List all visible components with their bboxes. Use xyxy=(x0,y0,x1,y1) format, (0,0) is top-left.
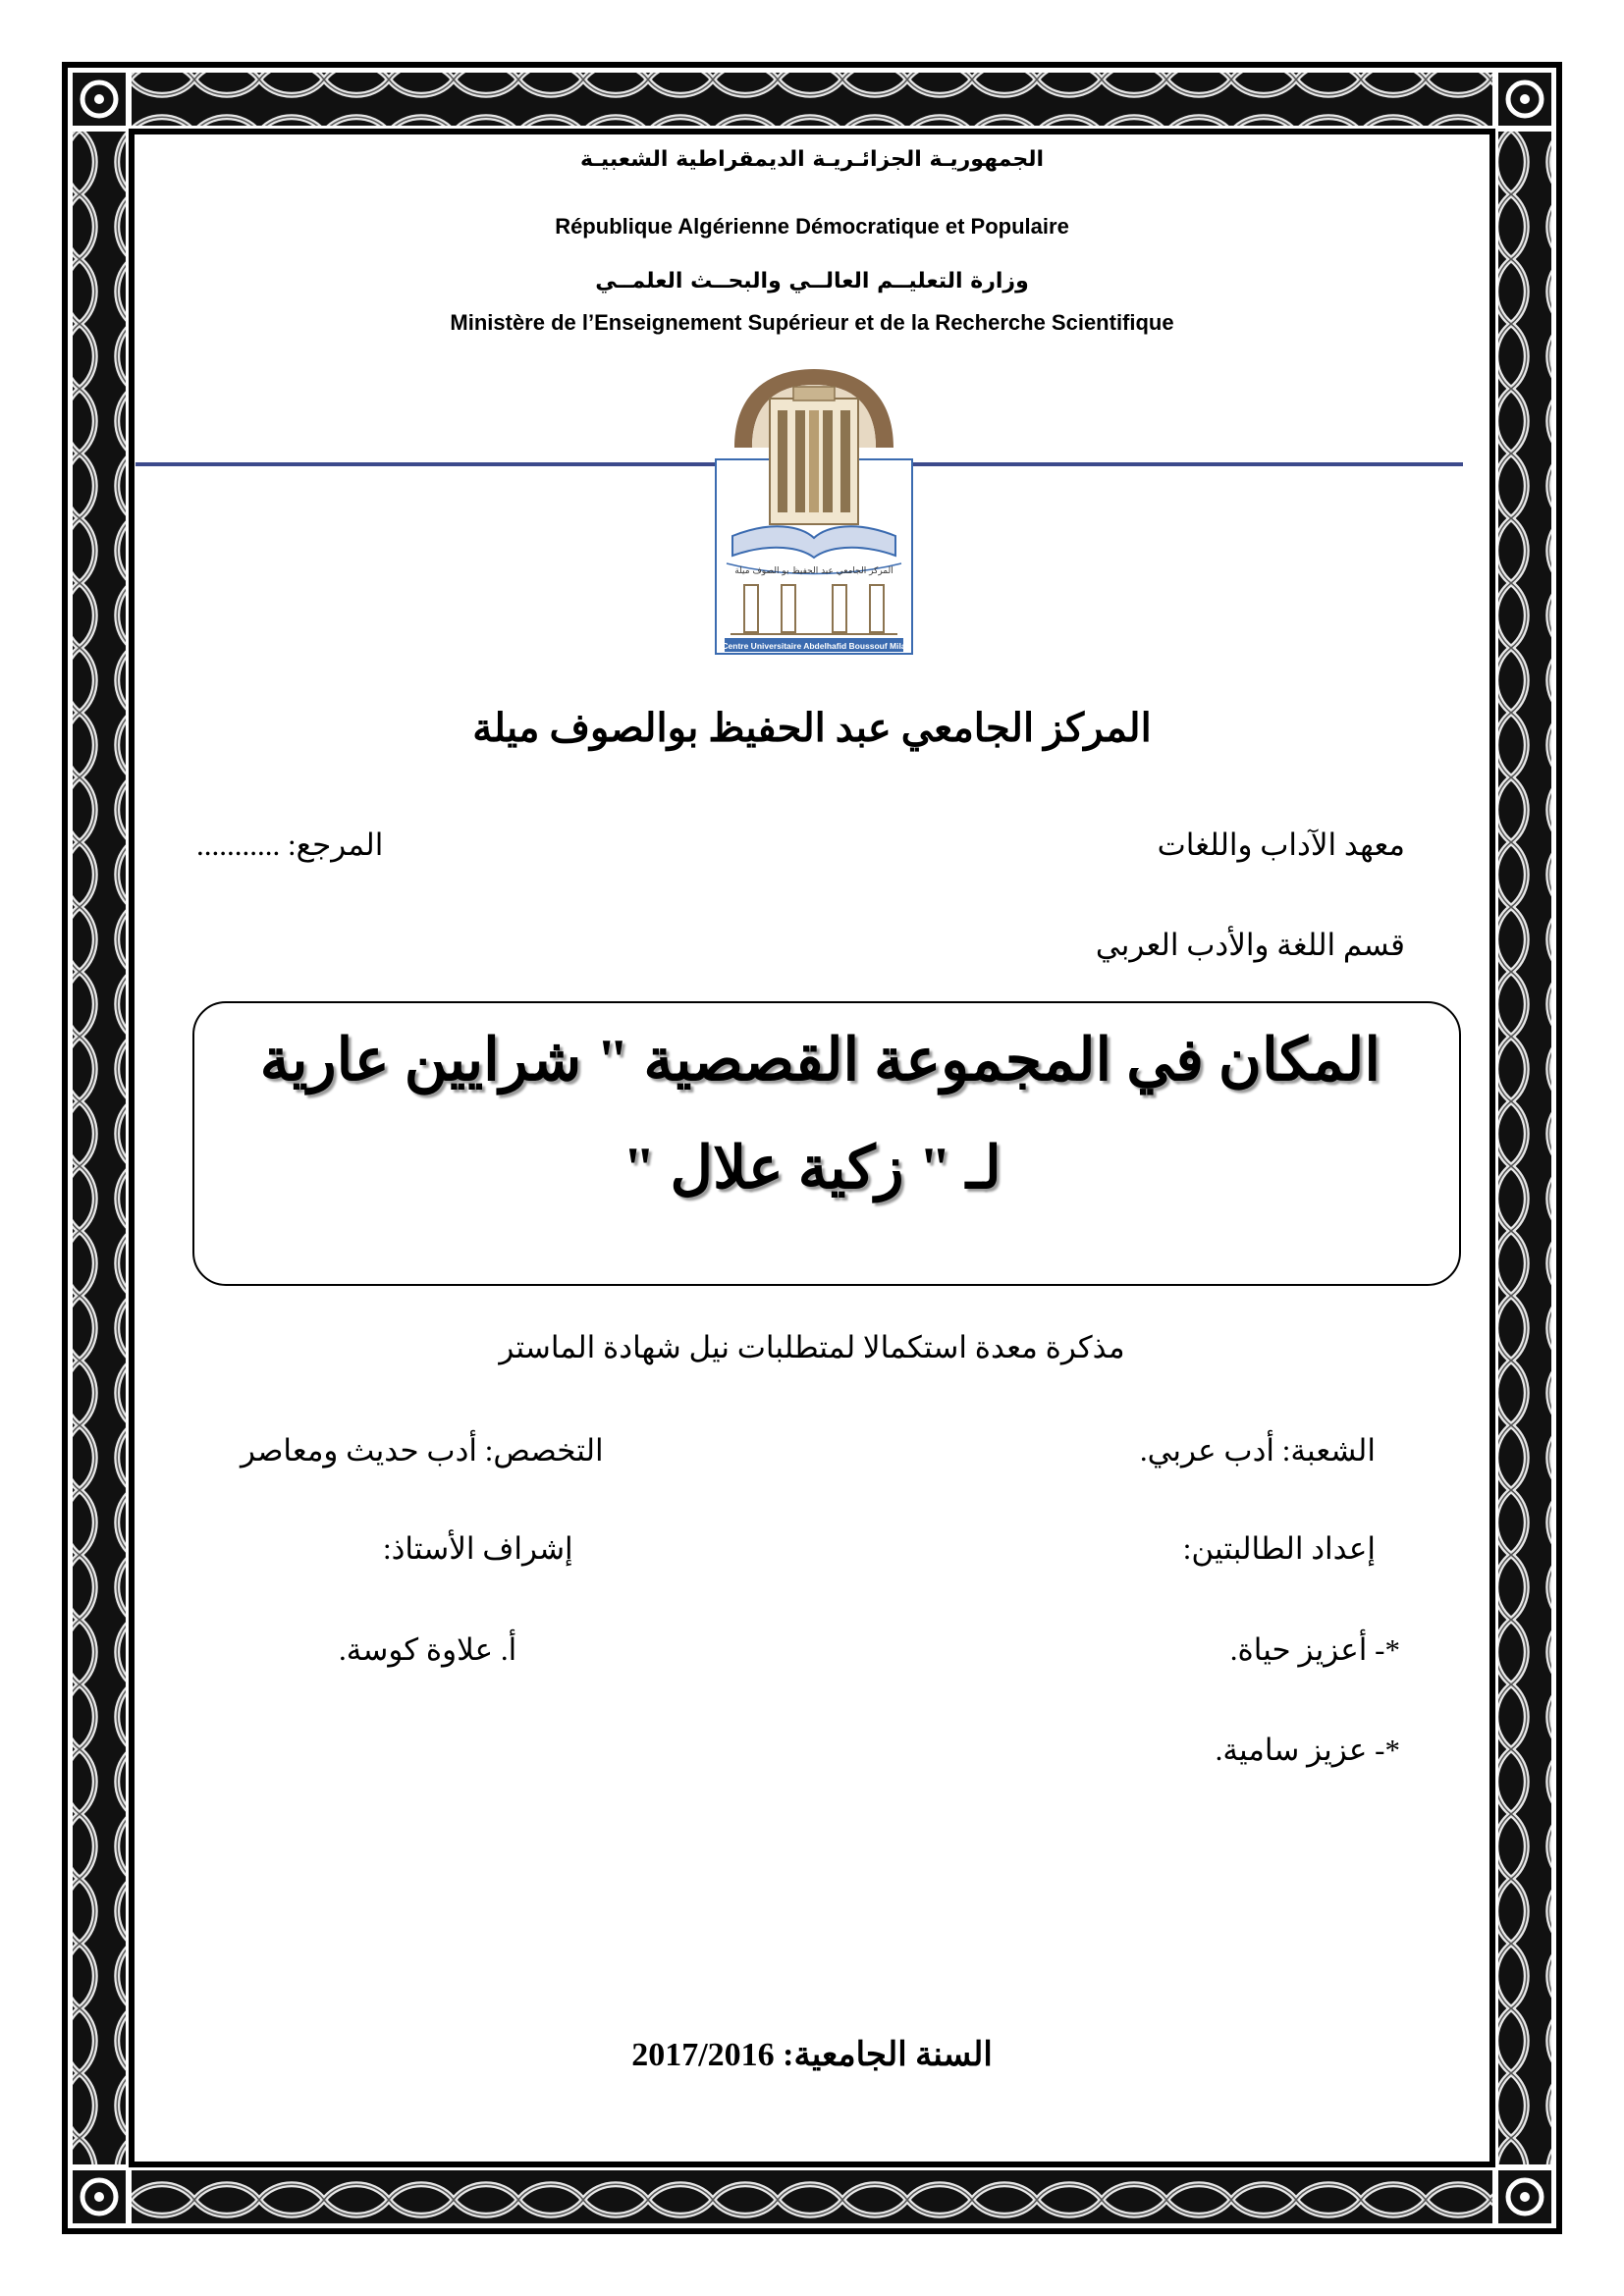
corner-ornament-top-right xyxy=(1498,73,1551,126)
branch-field: الشعبة: أدب عربي. xyxy=(1139,1433,1376,1468)
institute-name: معهد الآداب واللغات xyxy=(1157,828,1405,862)
corner-ornament-top-left xyxy=(73,73,126,126)
republic-name-arabic: الجمهوريـة الجزائـريـة الديمقراطية الشعبيـة xyxy=(579,147,1044,172)
corner-ornament-bottom-right xyxy=(1498,2170,1551,2223)
logo-caption-french: Centre Universitaire Abdelhafid Boussouf Mila xyxy=(722,641,906,651)
logo-building xyxy=(770,387,858,524)
thesis-title-line-2: لـ " زكية علال " xyxy=(623,1136,1001,1201)
university-logo xyxy=(713,363,915,658)
corner-ornament-bottom-left xyxy=(73,2170,126,2223)
academic-year xyxy=(0,2035,1624,2074)
supervisor-name: أ. علاوة كوسة. xyxy=(339,1632,517,1667)
student-1-name: *- أعزيز حياة. xyxy=(1229,1632,1400,1667)
academic-year-label: السنة الجامعية: xyxy=(783,2037,993,2073)
memo-purpose-note: مذكرة معدة استكمالا لمتطلبات نيل شهادة الماستر xyxy=(499,1330,1125,1364)
header-rule-right xyxy=(913,462,1463,466)
academic-year-value: 2017/2016 xyxy=(631,2037,775,2073)
specialty-field: التخصص: أدب حديث ومعاصر xyxy=(241,1433,604,1468)
top-chain-band xyxy=(132,73,1492,126)
bottom-chain-band xyxy=(132,2170,1492,2223)
header-rule-left xyxy=(135,462,715,466)
prepared-by-label: إعداد الطالبتين: xyxy=(1182,1531,1376,1566)
supervision-label: إشراف الأستاذ: xyxy=(383,1531,573,1566)
ministry-name-arabic: وزارة التعليــم العالــي والبحــث العلمــي xyxy=(595,269,1029,294)
republic-name-french: République Algérienne Démocratique et Populaire xyxy=(555,214,1069,239)
reference-number: المرجع: ........... xyxy=(196,828,384,862)
thesis-title-line-1: المكان في المجموعة القصصية " شرايين عارية xyxy=(259,1028,1380,1093)
university-center-name: المركز الجامعي عبد الحفيظ بوالصوف ميلة xyxy=(472,706,1152,750)
student-2-name: *- عزيز سامية. xyxy=(1215,1733,1400,1767)
logo-caption-arabic: المركز الجامعي عبد الحفيظ بو الصوف ميلة xyxy=(734,566,893,576)
department-name: قسم اللغة والأدب العربي xyxy=(1095,928,1405,962)
ministry-name-french: Ministère de l’Enseignement Supérieur et de la Recherche Scientifique xyxy=(450,310,1174,335)
